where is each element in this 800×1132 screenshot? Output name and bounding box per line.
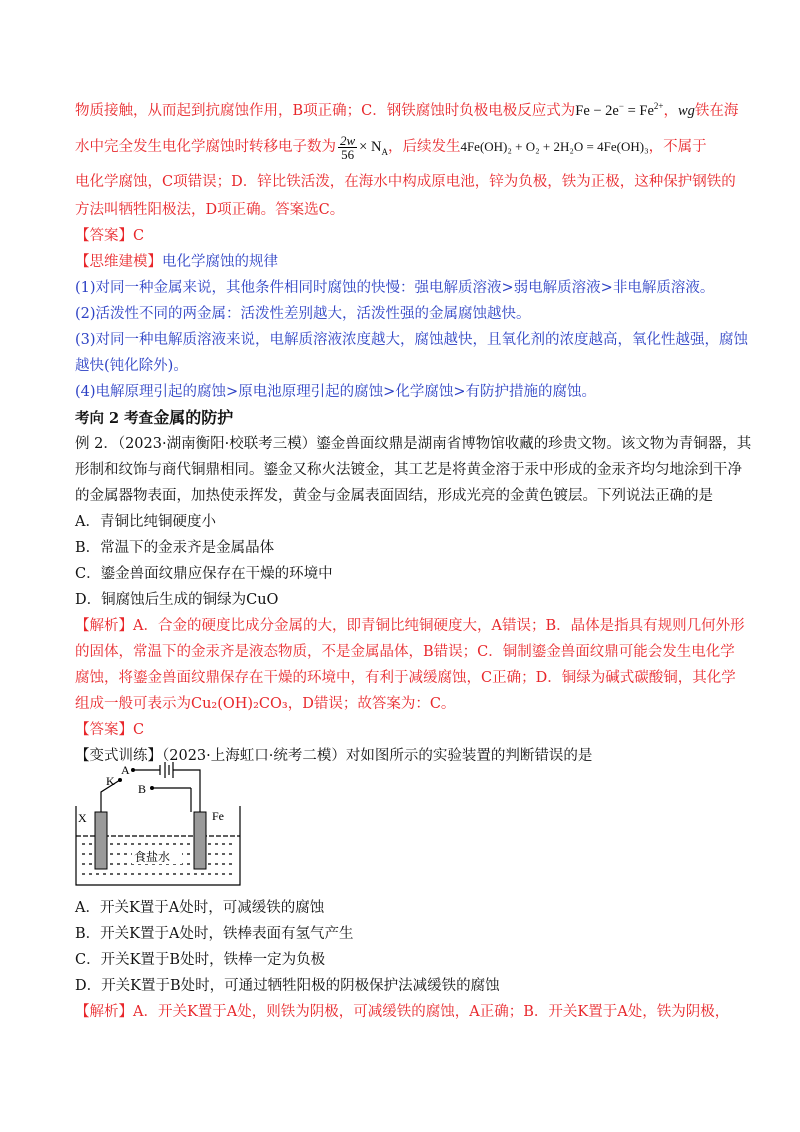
label-b: B (138, 782, 147, 796)
example-analysis-2: 的固体，常温下的金汞齐是液态物质，不是金属晶体，B错误；C．铜制鎏金兽面纹鼎可能会发生电化学 (75, 644, 735, 660)
section-heading: 考向 2 考查金属的防护 (75, 408, 234, 427)
example-analysis-3: 腐蚀，将鎏金兽面纹鼎保存在干燥的环境中，有利于减缓腐蚀，C正确；D．铜绿为碱式碳酸铜，其化学 (75, 670, 736, 686)
fraction-2w-56: $\frac{2w}{56}$ (340, 132, 356, 162)
label-k: K (106, 774, 115, 788)
model-rule-2: (2)活泼性不同的两金属：活泼性差别越大，活泼性强的金属腐蚀越快。 (75, 306, 531, 322)
mass-wg: wg (677, 102, 695, 119)
option-c: C．鎏金兽面纹鼎应保存在干燥的环境中 (75, 566, 333, 582)
model-rule-1: (1)对同一种金属来说，其他条件相同时腐蚀的快慢：强电解质溶液>弱电解质溶液>非电解质溶液。 (75, 280, 715, 296)
label-fe: Fe (212, 809, 224, 823)
example-line-1: 例 2．（2023·湖南衡阳·校联考三模）鎏金兽面纹鼎是湖南省博物馆收藏的珍贵文物。该文物为青铜器，其 (75, 436, 752, 452)
option-d: D．铜腐蚀后生成的铜绿为CuO (75, 592, 279, 608)
example-line-3: 的金属器物表面，加热使汞挥发，黄金与金属表面固结，形成光亮的金黄色镀层。下列说法正确的是 (75, 488, 713, 504)
label-a: A (121, 763, 130, 777)
electrode-fe (194, 812, 206, 869)
label-solution: 食盐水 (134, 850, 171, 864)
variant-option-d: D．开关K置于B处时，可通过牺牲阳极的阴极保护法减缓铁的腐蚀 (75, 978, 500, 994)
answer-1: 【答案】C (75, 228, 145, 244)
answer-2: 【答案】C (75, 722, 145, 738)
option-a: A．青铜比纯铜硬度小 (75, 514, 216, 530)
model-title: 【思维建模】电化学腐蚀的规律 (75, 254, 278, 270)
variant-analysis-1: 【解析】A．开关K置于A处，则铁为阴极，可减缓铁的腐蚀，A正确；B．开关K置于A处，铁为阴极， (75, 1004, 730, 1020)
example-line-2: 形制和纹饰与商代铜鼎相同。鎏金又称火法镀金，其工艺是将黄金溶于汞中形成的金汞齐均匀地涂到干净 (75, 462, 742, 478)
model-rule-3a: (3)对同一种电解质溶液来说，电解质溶液浓度越大，腐蚀越快，且氧化剂的浓度越高，氧化性越强，腐蚀 (75, 332, 749, 348)
variant-option-a: A．开关K置于A处时，可减缓铁的腐蚀 (75, 900, 325, 916)
example-analysis-1: 【解析】A．合金的硬度比成分金属的大，即青铜比纯铜硬度大，A错误；B．晶体是指具有规则几何外形 (75, 618, 745, 634)
label-x: X (78, 811, 87, 825)
example-analysis-4: 组成一般可表示为Cu₂(OH)₂CO₃，D错误；故答案为：C。 (75, 696, 456, 712)
analysis-line-3: 电化学腐蚀，C项错误；D．锌比铁活泼，在海水中构成原电池，锌为负极，铁为正极，这种保护钢铁的 (75, 174, 736, 190)
analysis-line-1: 物质接触，从而起到抗腐蚀作用，B项正确；C．钢铁腐蚀时负极电极反应式为$Fe - 2e^- = Fe^{2+}$，wg铁在海 (75, 101, 739, 119)
electrode-x (95, 812, 107, 869)
option-b: B．常温下的金汞齐是金属晶体 (75, 540, 275, 556)
analysis-line-4: 方法叫牺牲阳极法，D项正确。答案选C。 (75, 202, 345, 218)
model-rule-4: (4)电解原理引起的腐蚀>原电池原理引起的腐蚀>化学腐蚀>有防护措施的腐蚀。 (75, 384, 596, 400)
apparatus-figure (72, 762, 252, 890)
equation-fe: $Fe - 2e^- = Fe^{2+}$ (575, 101, 664, 119)
variant-option-c: C．开关K置于B处时，铁棒一定为负极 (75, 952, 326, 968)
equation-feoh: 4Fe(OH)₂ + O₂ + 2H₂O = 4Fe(OH)₃ (460, 139, 649, 154)
analysis-line-2: 水中完全发生电化学腐蚀时转移电子数为 $\frac{2w}{56}$ × $N_A$，后续发生4Fe(OH)₂ + O₂ + 2H₂O = 4Fe(OH)₃，不属于 (75, 132, 707, 162)
variant-heading: 【变式训练】（2023·上海虹口·统考二模）对如图所示的实验装置的判断错误的是 (75, 748, 593, 764)
model-rule-3b: 越快(钝化除外)。 (75, 358, 188, 374)
variant-option-b: B．开关K置于A处时，铁棒表面有氢气产生 (75, 926, 354, 942)
